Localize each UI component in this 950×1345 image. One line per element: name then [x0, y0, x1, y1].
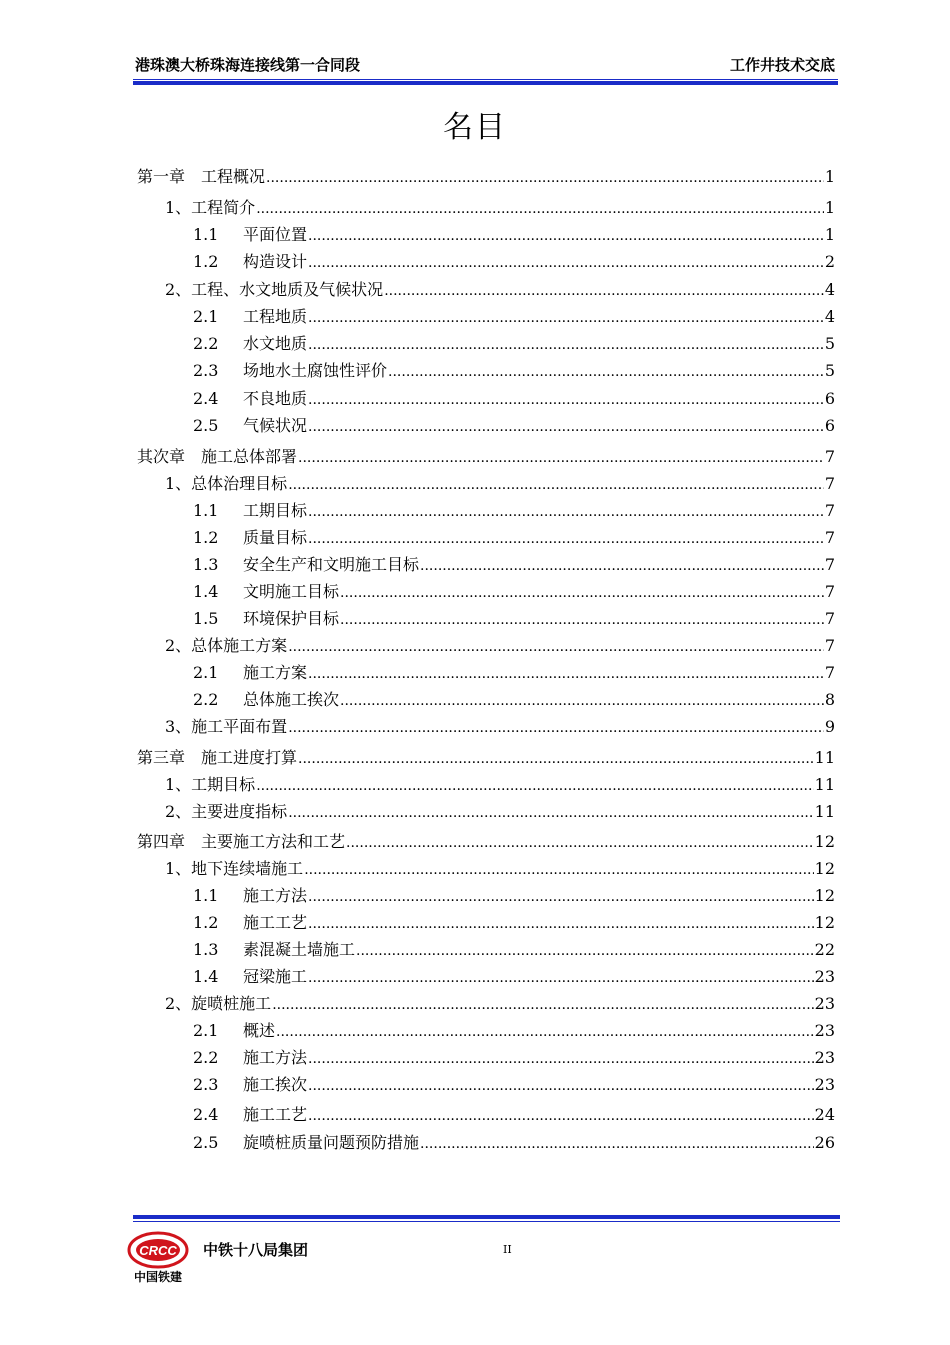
toc-entry[interactable]	[137, 358, 835, 382]
toc-entry-label	[165, 856, 303, 879]
toc-entry-number: 1.3	[193, 555, 219, 574]
toc-dot-leader	[308, 1048, 814, 1067]
toc-entry-label	[193, 1102, 307, 1125]
toc-dot-leader	[266, 167, 824, 186]
toc-entry-number: 2.1	[193, 307, 219, 326]
toc-entry-label	[165, 633, 287, 656]
toc-entry-label	[193, 660, 307, 683]
toc-entry-text: 素混凝土墙施工	[243, 940, 356, 959]
toc-entry-text: 冠梁施工	[243, 967, 308, 986]
toc-entry-page: 7	[824, 501, 835, 520]
toc-dot-leader	[384, 280, 824, 299]
toc-entry-label	[193, 358, 387, 381]
toc-entry-number: 1.2	[193, 252, 219, 271]
toc-dot-leader	[308, 225, 824, 244]
toc-dot-leader	[308, 913, 814, 932]
toc-entry[interactable]	[137, 444, 835, 468]
toc-entry[interactable]	[137, 471, 835, 495]
toc-entry-label	[193, 304, 307, 327]
toc-entry-text: 2、总体施工方案	[165, 636, 288, 655]
toc-entry-text: 概述	[243, 1021, 276, 1040]
toc-entry-page: 7	[824, 663, 835, 682]
toc-entry-text: 工期目标	[243, 501, 308, 520]
toc-entry-label	[165, 799, 287, 822]
toc-entry-page: 7	[824, 474, 835, 493]
toc-entry-page: 22	[814, 940, 835, 959]
toc-dot-leader	[304, 859, 813, 878]
toc-dot-leader	[340, 582, 824, 601]
toc-entry-text: 气候状况	[243, 416, 308, 435]
toc-entry-label	[165, 277, 383, 300]
toc-entry-text: 施工工艺	[243, 1105, 308, 1124]
toc-entry-page: 7	[824, 636, 835, 655]
toc-entry[interactable]	[137, 964, 835, 988]
toc-entry-text: 安全生产和文明施工目标	[243, 555, 420, 574]
toc-entry[interactable]	[137, 745, 835, 769]
toc-entry[interactable]	[137, 249, 835, 273]
toc-entry-text: 3、施工平面布置	[165, 717, 288, 736]
toc-entry-text: 水文地质	[243, 334, 308, 353]
toc-entry-page: 23	[814, 994, 835, 1013]
toc-entry[interactable]	[137, 1045, 835, 1069]
toc-entry[interactable]	[137, 552, 835, 576]
toc-entry-page: 24	[814, 1105, 835, 1124]
toc-entry[interactable]	[137, 413, 835, 437]
toc-entry-label	[193, 964, 307, 987]
toc-entry[interactable]	[137, 1130, 835, 1154]
toc-entry-label	[193, 1130, 419, 1153]
toc-entry[interactable]	[137, 1018, 835, 1042]
toc-entry-page: 12	[814, 859, 835, 878]
toc-entry-page: 23	[814, 1048, 835, 1067]
toc-dot-leader	[308, 416, 824, 435]
toc-entry-text: 2、旋喷桩施工	[165, 994, 272, 1013]
toc-entry-number: 1.1	[193, 501, 219, 520]
toc-dot-leader	[420, 1133, 814, 1152]
toc-dot-leader	[340, 609, 824, 628]
toc-dot-leader	[420, 555, 824, 574]
toc-entry-page: 8	[824, 690, 835, 709]
toc-entry-number: 1.3	[193, 940, 219, 959]
toc-dot-leader	[288, 717, 824, 736]
toc-entry-label	[165, 195, 255, 218]
toc-entry[interactable]	[137, 498, 835, 522]
toc-entry[interactable]	[137, 277, 835, 301]
toc-dot-leader	[256, 198, 824, 217]
toc-entry-number: 2.3	[193, 1075, 219, 1094]
toc-dot-leader	[288, 636, 824, 655]
toc-dot-leader	[308, 967, 814, 986]
toc-entry-label	[137, 829, 345, 852]
toc-entry[interactable]	[137, 772, 835, 796]
toc-entry[interactable]	[137, 937, 835, 961]
toc-entry-label	[193, 222, 307, 245]
toc-entry[interactable]	[137, 1102, 835, 1126]
toc-entry-label	[193, 331, 307, 354]
toc-entry-text: 平面位置	[243, 225, 308, 244]
toc-entry-text: 2、主要进度指标	[165, 802, 288, 821]
toc-entry-page: 11	[814, 775, 835, 794]
toc-entry[interactable]	[137, 331, 835, 355]
toc-entry[interactable]	[137, 525, 835, 549]
toc-dot-leader	[288, 474, 824, 493]
toc-entry-label	[193, 498, 307, 521]
toc-entry-page: 7	[824, 555, 835, 574]
toc-entry[interactable]	[137, 304, 835, 328]
toc-entry-page: 12	[814, 832, 835, 851]
toc-entry-text: 工程地质	[243, 307, 308, 326]
toc-entry-label	[193, 386, 307, 409]
toc-entry[interactable]	[137, 883, 835, 907]
toc-entry-number: 2.2	[193, 690, 219, 709]
toc-entry-number: 1.2	[193, 528, 219, 547]
header-rule	[133, 79, 838, 85]
toc-entry-text: 1、地下连续墙施工	[165, 859, 304, 878]
toc-entry-label	[165, 471, 287, 494]
toc-entry-text: 其次章 施工总体部署	[137, 447, 298, 466]
toc-entry-label	[165, 772, 255, 795]
toc-entry-page: 23	[814, 1075, 835, 1094]
toc-dot-leader	[340, 690, 824, 709]
toc-entry-page: 11	[814, 748, 835, 767]
toc-dot-leader	[256, 775, 813, 794]
toc-entry-page: 7	[824, 447, 835, 466]
toc-dot-leader	[298, 748, 814, 767]
toc-entry-text: 1、工程简介	[165, 198, 256, 217]
toc-entry-number: 2.3	[193, 361, 219, 380]
toc-entry-text: 文明施工目标	[243, 582, 340, 601]
header-document-name: 工作井技术交底	[729, 56, 835, 74]
toc-dot-leader	[298, 447, 824, 466]
toc-entry[interactable]	[137, 195, 835, 219]
toc-entry-number: 2.5	[193, 1133, 219, 1152]
page-header	[135, 54, 835, 78]
toc-entry-number: 1.4	[193, 967, 219, 986]
toc-dot-leader	[276, 1021, 814, 1040]
toc-entry-label	[193, 249, 307, 272]
toc-entry-label	[137, 745, 297, 768]
toc-entry-text: 环境保护目标	[243, 609, 340, 628]
toc-entry-page: 4	[824, 307, 835, 326]
toc-entry-number: 2.2	[193, 1048, 219, 1067]
toc-entry-text: 第四章 主要施工方法和工艺	[137, 832, 346, 851]
toc-entry-label	[193, 910, 307, 933]
toc-entry-label	[137, 164, 265, 187]
logo-mark-text: CRCC	[139, 1243, 177, 1258]
toc-entry-page: 7	[824, 582, 835, 601]
toc-entry-text: 第一章 工程概况	[137, 167, 266, 186]
toc-dot-leader	[308, 1105, 814, 1124]
toc-entry-page: 1	[824, 225, 835, 244]
toc-entry-text: 2、工程、水文地质及气候状况	[165, 280, 384, 299]
toc-entry-page: 26	[814, 1133, 835, 1152]
toc-entry-text: 1、工期目标	[165, 775, 256, 794]
toc-entry-text: 施工方法	[243, 1048, 308, 1067]
toc-entry[interactable]	[137, 606, 835, 630]
toc-entry-number: 2.1	[193, 663, 219, 682]
toc-dot-leader	[272, 994, 813, 1013]
toc-entry[interactable]	[137, 222, 835, 246]
toc-entry-text: 场地水土腐蚀性评价	[243, 361, 388, 380]
toc-entry-text: 施工挨次	[243, 1075, 308, 1094]
toc-entry[interactable]	[137, 687, 835, 711]
toc-entry-page: 4	[824, 280, 835, 299]
toc-entry-label	[165, 714, 287, 737]
toc-entry-number: 2.4	[193, 389, 219, 408]
toc-entry-label	[193, 687, 339, 710]
toc-entry[interactable]	[137, 633, 835, 657]
toc-entry-text: 施工工艺	[243, 913, 308, 932]
toc-entry-number: 1.2	[193, 913, 219, 932]
toc-entry-page: 23	[814, 967, 835, 986]
toc-entry-label	[193, 579, 339, 602]
toc-entry-label	[193, 1072, 307, 1095]
toc-entry-text: 施工方案	[243, 663, 308, 682]
toc-dot-leader	[308, 252, 824, 271]
toc-entry-text: 不良地质	[243, 389, 308, 408]
toc-entry-page: 23	[814, 1021, 835, 1040]
toc-entry-page: 7	[824, 609, 835, 628]
toc-entry-label	[165, 991, 271, 1014]
toc-entry-text: 第三章 施工进度打算	[137, 748, 298, 767]
toc-entry-number: 1.4	[193, 582, 219, 601]
footer-rule	[133, 1215, 840, 1222]
toc-entry[interactable]	[137, 579, 835, 603]
toc-dot-leader	[308, 1075, 814, 1094]
header-project-name: 港珠澳大桥珠海连接线第一合同段	[135, 56, 361, 74]
toc-entry-label	[193, 413, 307, 436]
toc-entry-number: 1.1	[193, 225, 219, 244]
toc-dot-leader	[308, 307, 824, 326]
toc-entry-label	[193, 525, 307, 548]
toc-dot-leader	[288, 802, 813, 821]
toc-entry-text: 1、总体治理目标	[165, 474, 288, 493]
toc-dot-leader	[308, 389, 824, 408]
toc-entry-page: 2	[824, 252, 835, 271]
toc-entry[interactable]	[137, 991, 835, 1015]
toc-entry[interactable]	[137, 910, 835, 934]
toc-entry[interactable]	[137, 660, 835, 684]
toc-entry-number: 2.5	[193, 416, 219, 435]
toc-dot-leader	[308, 501, 824, 520]
toc-dot-leader	[356, 940, 814, 959]
toc-entry-text: 旋喷桩质量问题预防措施	[243, 1133, 420, 1152]
toc-entry-page: 9	[824, 717, 835, 736]
toc-entry[interactable]	[137, 164, 835, 188]
toc-entry-text: 总体施工挨次	[243, 690, 340, 709]
toc-entry[interactable]	[137, 1072, 835, 1096]
page-number: II	[503, 1243, 512, 1256]
toc-dot-leader	[308, 528, 824, 547]
toc-entry-page: 11	[814, 802, 835, 821]
toc-entry[interactable]	[137, 856, 835, 880]
toc-entry-number: 2.4	[193, 1105, 219, 1124]
toc-entry-label	[193, 552, 419, 575]
toc-entry-number: 2.2	[193, 334, 219, 353]
toc-entry-number: 1.1	[193, 886, 219, 905]
toc-dot-leader	[346, 832, 814, 851]
toc-entry[interactable]	[137, 386, 835, 410]
toc-dot-leader	[308, 663, 824, 682]
page-title: 名目	[443, 110, 507, 145]
toc-entry-page: 12	[814, 886, 835, 905]
toc-entry[interactable]	[137, 829, 835, 853]
toc-entry-page: 5	[824, 334, 835, 353]
toc-dot-leader	[308, 886, 814, 905]
toc-entry[interactable]	[137, 714, 835, 738]
logo-text: 中国铁建	[133, 1270, 182, 1284]
toc-entry-label	[193, 1018, 275, 1041]
footer-company: 中铁十八局集团	[203, 1241, 309, 1259]
toc-dot-leader	[308, 334, 824, 353]
toc-entry-page: 1	[824, 198, 835, 217]
toc-entry-page: 1	[824, 167, 835, 186]
toc-entry[interactable]	[137, 799, 835, 823]
toc-entry-page: 5	[824, 361, 835, 380]
toc-entry-text: 施工方法	[243, 886, 308, 905]
toc-dot-leader	[388, 361, 824, 380]
toc-entry-page: 6	[824, 389, 835, 408]
toc-entry-label	[137, 444, 297, 467]
toc-entry-label	[193, 606, 339, 629]
toc-entry-label	[193, 937, 355, 960]
toc-entry-label	[193, 1045, 307, 1068]
toc-entry-number: 2.1	[193, 1021, 219, 1040]
toc-entry-page: 6	[824, 416, 835, 435]
toc-entry-label	[193, 883, 307, 906]
toc-entry-text: 质量目标	[243, 528, 308, 547]
toc-entry-number: 1.5	[193, 609, 219, 628]
toc-entry-page: 7	[824, 528, 835, 547]
toc-entry-text: 构造设计	[243, 252, 308, 271]
toc-entry-page: 12	[814, 913, 835, 932]
